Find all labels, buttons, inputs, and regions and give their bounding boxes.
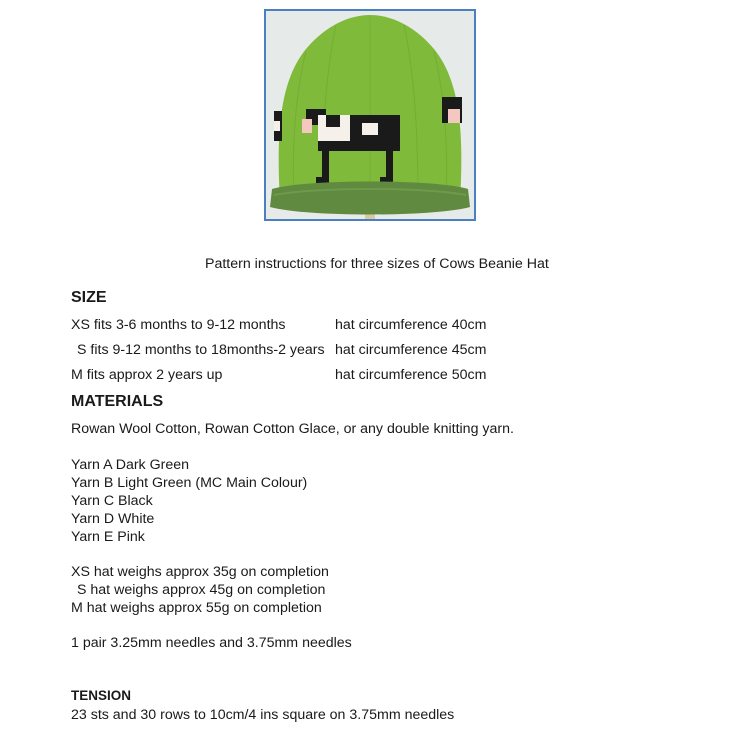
size-heading: SIZE	[71, 289, 107, 306]
hat-photo	[264, 9, 476, 221]
tension-heading: TENSION	[71, 688, 132, 703]
materials-intro: Rowan Wool Cotton, Rowan Cotton Glace, or any double knitting yarn.	[71, 421, 514, 437]
size-m-circumference: hat circumference 50cm	[335, 367, 487, 383]
yarn-e: Yarn E Pink	[71, 529, 145, 545]
cow-motif-right	[442, 97, 462, 123]
weight-m: M hat weighs approx 55g on completion	[71, 600, 322, 616]
size-s-label: S fits 9-12 months to 18months-2 years	[77, 342, 325, 358]
intro-text: Pattern instructions for three sizes of Cows Beanie Hat	[205, 256, 549, 272]
weight-s: S hat weighs approx 45g on completion	[77, 582, 326, 598]
size-xs-circumference: hat circumference 40cm	[335, 317, 487, 333]
cow-beanie-illustration	[266, 11, 474, 219]
yarn-c: Yarn C Black	[71, 493, 153, 509]
yarn-b: Yarn B Light Green (MC Main Colour)	[71, 475, 308, 491]
cow-motif-left	[274, 111, 282, 141]
size-s-circumference: hat circumference 45cm	[335, 342, 487, 358]
size-xs-label: XS fits 3-6 months to 9-12 months	[71, 317, 286, 333]
needles-text: 1 pair 3.25mm needles and 3.75mm needles	[71, 635, 352, 651]
materials-heading: MATERIALS	[71, 393, 164, 410]
tension-text: 23 sts and 30 rows to 10cm/4 ins square on 3.75mm needles	[71, 707, 455, 723]
size-m-label: M fits approx 2 years up	[71, 367, 223, 383]
yarn-d: Yarn D White	[71, 511, 155, 527]
weight-xs: XS hat weighs approx 35g on completion	[71, 564, 329, 580]
yarn-a: Yarn A Dark Green	[71, 457, 190, 473]
